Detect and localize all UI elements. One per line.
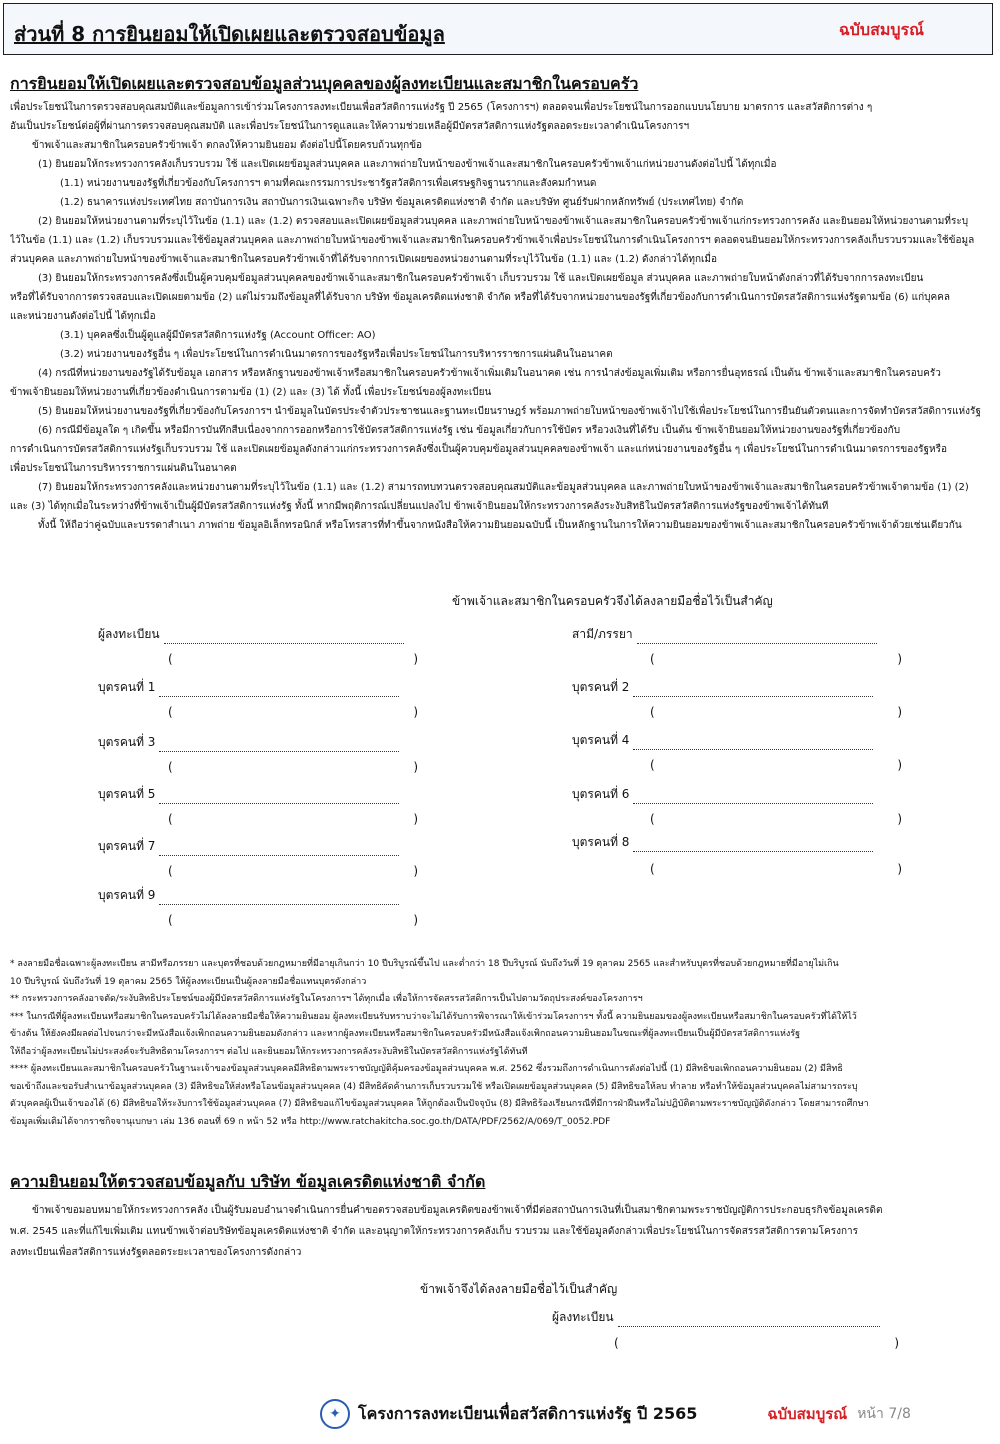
consent-line: และหน่วยงานดังต่อไปนี้ ได้ทุกเมื่อ	[10, 311, 156, 322]
signature-label: บุตรคนที่ 5	[98, 787, 156, 801]
consent-line: เพื่อประโยชน์ในการตรวจสอบคุณสมบัติและข้อมูลการเข้าร่วมโครงการลงทะเบียนเพื่อสวัสดิการแห่งรัฐ ปี 2565 (โครงการฯ) ตลอดจนเพื่อประโยชน์ในการออกแบบนโยบาย มาตรการ และสวัสดิการต่าง ๆ	[10, 102, 873, 113]
page-footer	[320, 1396, 990, 1432]
consent-line: ข้าพเจ้าและสมาชิกในครอบครัวข้าพเจ้า ตกลงให้ความยินยอม ดังต่อไปนี้โดยครบถ้วนทุกข้อ	[32, 140, 423, 151]
consent-line: และ (3) ได้ทุกเมื่อในระหว่างที่ข้าพเจ้าเป็นผู้มีบัตรสวัสดิการแห่งรัฐ ทั้งนี้ หากมีพฤติการณ์เปลี่ยนแปลงไป ข้าพเจ้ายินยอมให้กระทรวงการคลังระงับสิทธิในบัตรสวัสดิการแห่งรัฐของข้าพเจ้าได้ทันที	[10, 501, 829, 512]
consent-line: (1.1) หน่วยงานของรัฐที่เกี่ยวข้องกับโครงการฯ ตามที่คณะกรรมการประชารัฐสวัสดิการเพื่อเศรษฐกิจฐานรากและสังคมกำหนด	[60, 178, 597, 189]
government-seal-icon: ✦	[320, 1399, 350, 1429]
page-number: หน้า 7/8	[857, 1406, 911, 1422]
credit-sign-heading: ข้าพเจ้าจึงได้ลงลายมือชื่อไว้เป็นสำคัญ	[420, 1282, 618, 1296]
consent-line: (2) ยินยอมให้หน่วยงานตามที่ระบุไว้ในข้อ (1.1) และ (1.2) ตรวจสอบและเปิดเผยข้อมูลส่วนบุคคล และภาพถ่ายใบหน้าของข้าพเจ้าและสมาชิกในครอบครัวข้าพเจ้าแก่กระทรวงการคลัง และยินยอมให้หน่วยงานตามที่ระบุ	[38, 216, 969, 227]
section-header	[3, 3, 993, 55]
signature-label: บุตรคนที่ 2	[572, 680, 630, 694]
name-parentheses[interactable]: ( )	[168, 705, 418, 719]
signature-line-registrant[interactable]	[98, 625, 404, 644]
signature-line-child-9[interactable]	[98, 886, 399, 905]
consent-line: (1) ยินยอมให้กระทรวงการคลังเก็บรวบรวม ใช้ และเปิดเผยข้อมูลส่วนบุคคล และภาพถ่ายใบหน้าของข้าพเจ้าและสมาชิกในครอบครัวข้าพเจ้าแก่หน่วยงานดังต่อไปนี้ ได้ทุกเมื่อ	[38, 159, 777, 170]
consent-line: หรือที่ได้รับจากการตรวจสอบและเปิดเผยตามข้อ (2) แต่ไม่รวมถึงข้อมูลที่ได้รับจาก บริษัท ข้อมูลเครดิตแห่งชาติ จำกัด หรือที่ได้รับจากหน่วยงานของรัฐที่เกี่ยวข้องกับการดำเนินการบัตรสวัสดิการแห่งรัฐตามข้อ (6) แก่บุคคล	[10, 292, 950, 303]
signature-label: สามี/ภรรยา	[572, 627, 633, 641]
consent-line: (1.2) ธนาคารแห่งประเทศไทย สถาบันการเงิน สถาบันการเงินเฉพาะกิจ บริษัท ข้อมูลเครดิตแห่งชาติ จำกัด และบริษัท ศูนย์รับฝากหลักทรัพย์ (ประเทศไทย) จำกัด	[60, 197, 744, 208]
footnote-line: ข้อมูลเพิ่มเติมได้จากราชกิจจานุเบกษา เล่ม 136 ตอนที่ 69 ก หน้า 52 หรือ http://www.ratchakitcha.soc.go.th/DATA/PDF/2562/A/069/T_0052.PDF	[10, 1116, 611, 1127]
name-parentheses[interactable]: ( )	[650, 812, 902, 826]
consent-line: (5) ยินยอมให้หน่วยงานของรัฐที่เกี่ยวข้องกับโครงการฯ นำข้อมูลในบัตรประจำตัวประชาชนและฐานทะเบียนราษฎร์ พร้อมภาพถ่ายใบหน้าของข้าพเจ้าไปใช้เพื่อประโยชน์ในการยืนยันตัวตนและการจัดทำบัตรสวัสดิการแห่งรัฐ	[38, 406, 981, 417]
footer-project-title: โครงการลงทะเบียนเพื่อสวัสดิการแห่งรัฐ ปี 2565	[358, 1403, 698, 1423]
credit-check-body	[10, 1200, 988, 1263]
signature-label: บุตรคนที่ 7	[98, 839, 156, 853]
credit-signature-line[interactable]	[552, 1308, 880, 1327]
consent-line: เพื่อประโยชน์ในการบริหารราชการแผ่นดินในอนาคต	[10, 463, 237, 474]
footnote-line: ขอเข้าถึงและขอรับสำเนาข้อมูลส่วนบุคคล (3) มีสิทธิขอให้ส่งหรือโอนข้อมูลส่วนบุคคล (4) มีสิทธิคัดค้านการเก็บรวบรวมใช้ หรือเปิดเผยข้อมูลส่วนบุคคล (5) มีสิทธิขอให้ลบ ทำลาย หรือทำให้ข้อมูลส่วนบุคคลไม่สามารถระบุ	[10, 1081, 858, 1092]
consent-line: ไว้ในข้อ (1.1) และ (1.2) เก็บรวบรวมและใช้ข้อมูลส่วนบุคคล และภาพถ่ายใบหน้าของข้าพเจ้าและสมาชิกในครอบครัวข้าพเจ้าเพื่อประโยชน์ในการดำเนินโครงการฯ ตลอดจนยินยอมให้กระทรวงการคลังเก็บรวบรวมและใช้ข้อมูล	[10, 235, 975, 246]
footnotes	[10, 956, 988, 1131]
signature-line-child-1[interactable]	[98, 678, 399, 697]
signature-label: บุตรคนที่ 9	[98, 888, 156, 902]
signature-line-child-5[interactable]	[98, 785, 399, 804]
signature-label: ผู้ลงทะเบียน	[552, 1310, 614, 1324]
footnote-line: 10 ปีบริบูรณ์ นับถึงวันที่ 19 ตุลาคม 2565 ให้ผู้ลงทะเบียนเป็นผู้ลงลายมือชื่อแทนบุตรดังกล่าว	[10, 976, 367, 987]
signature-line-child-6[interactable]	[572, 785, 873, 804]
footnote-line: **** ผู้ลงทะเบียนและสมาชิกในครอบครัวในฐานะเจ้าของข้อมูลส่วนบุคคลมีสิทธิตามพระราชบัญญัติคุ้มครองข้อมูลส่วนบุคคล พ.ศ. 2562 ซึ่งรวมถึงการดำเนินการดังต่อไปนี้ (1) มีสิทธิขอเพิกถอนความยินยอม (2) มีสิทธิ	[10, 1064, 843, 1074]
consent-line: (6) กรณีมีข้อมูลใด ๆ เกิดขึ้น หรือมีการบันทึกสืบเนื่องจากการออกหรือการใช้บัตรสวัสดิการแห่งรัฐ เช่น ข้อมูลเกี่ยวกับการใช้บัตร หรือวงเงินที่ได้รับ เป็นต้น ข้าพเจ้ายินยอมให้หน่วยงานของรัฐที่เกี่ยวข้องกับ	[38, 425, 901, 436]
name-parentheses[interactable]: ( )	[168, 652, 418, 666]
footnote-line: ตัวบุคคลผู้เป็นเจ้าของได้ (6) มีสิทธิขอให้ระงับการใช้ข้อมูลส่วนบุคคล (7) มีสิทธิขอแก้ไขข้อมูลส่วนบุคคล ให้ถูกต้องเป็นปัจจุบัน (8) มีสิทธิร้องเรียนกรณีที่มีการฝ่าฝืนหรือไม่ปฏิบัติตามพระราชบัญญัติดังกล่าว โดยสามารถศึกษา	[10, 1099, 869, 1109]
consent-line: (7) ยินยอมให้กระทรวงการคลังและหน่วยงานตามที่ระบุไว้ในข้อ (1.1) และ (1.2) สามารถทบทวนตรวจสอบคุณสมบัติและข้อมูลส่วนบุคคล และภาพถ่ายใบหน้าของข้าพเจ้าและสมาชิกในครอบครัวข้าพเจ้าตามข้อ (1) (2)	[38, 482, 969, 493]
footnote-line: * ลงลายมือชื่อเฉพาะผู้ลงทะเบียน สามีหรือภรรยา และบุตรที่ชอบด้วยกฎหมายที่มีอายุเกินกว่า 10 ปีบริบูรณ์ขึ้นไป และต่ำกว่า 18 ปีบริบูรณ์ นับถึงวันที่ 19 ตุลาคม 2565 และสำหรับบุตรที่ชอบด้วยกฎหมายที่มีอายุไม่เกิน	[10, 959, 839, 969]
signature-line-child-2[interactable]	[572, 678, 873, 697]
signature-line-child-4[interactable]	[572, 731, 873, 750]
consent-line: อันเป็นประโยชน์ต่อผู้ที่ผ่านการตรวจสอบคุณสมบัติ และเพื่อประโยชน์ในการดูแลและให้ความช่วยเหลือผู้มีบัตรสวัสดิการแห่งรัฐตลอดระยะเวลาดำเนินโครงการฯ	[10, 121, 690, 132]
name-parentheses[interactable]: ( )	[650, 758, 902, 772]
consent-body	[10, 98, 988, 535]
consent-line: (3.2) หน่วยงานของรัฐอื่น ๆ เพื่อประโยชน์ในการดำเนินมาตรการของรัฐหรือเพื่อประโยชน์ในการบริหารราชการแผ่นดินในอนาคต	[60, 349, 613, 360]
consent-line: ทั้งนี้ ให้ถือว่าคู่ฉบับและบรรดาสำเนา ภาพถ่าย ข้อมูลอิเล็กทรอนิกส์ หรือโทรสารที่ทำขึ้นจากหนังสือให้ความยินยอมฉบับนี้ เป็นหลักฐานในการให้ความยินยอมของข้าพเจ้าและสมาชิกในครอบครัวข้าพเจ้าด้วยเช่นเดียวกัน	[38, 520, 962, 531]
complete-version-badge: ฉบับสมบูรณ์	[838, 20, 924, 39]
credit-check-line: ข้าพเจ้าขอมอบหมายให้กระทรวงการคลัง เป็นผู้รับมอบอำนาจดำเนินการยื่นคำขอตรวจสอบข้อมูลเครดิตของข้าพเจ้าที่มีต่อสถาบันการเงินที่เป็นสมาชิกตามพระราชบัญญัติการประกอบธุรกิจข้อมูลเครดิต	[32, 1205, 883, 1216]
credit-check-line: พ.ศ. 2545 และที่แก้ไขเพิ่มเติม แทนข้าพเจ้าต่อบริษัทข้อมูลเครดิตแห่งชาติ จำกัด และอนุญาตให้กระทรวงการคลังเก็บ รวบรวม และใช้ข้อมูลดังกล่าวเพื่อประโยชน์ในการจัดสรรสวัสดิการตามโครงการ	[10, 1226, 859, 1237]
consent-heading: การยินยอมให้เปิดเผยและตรวจสอบข้อมูลส่วนบุคคลของผู้ลงทะเบียนและสมาชิกในครอบครัว	[10, 74, 639, 93]
name-parentheses[interactable]: ( )	[168, 760, 418, 774]
consent-line: (3) ยินยอมให้กระทรวงการคลังซึ่งเป็นผู้ควบคุมข้อมูลส่วนบุคคลของข้าพเจ้าและสมาชิกในครอบครัวข้าพเจ้า เก็บรวบรวม ใช้ และเปิดเผยข้อมูล ส่วนบุคคล และภาพถ่ายใบหน้าดังกล่าวที่ได้รับจากการลงทะเบียน	[38, 273, 924, 284]
signature-label: บุตรคนที่ 3	[98, 735, 156, 749]
name-parentheses[interactable]: ( )	[168, 864, 418, 878]
footnote-line: *** ในกรณีที่ผู้ลงทะเบียนหรือสมาชิกในครอบครัวไม่ได้ลงลายมือชื่อให้ความยินยอม ผู้ลงทะเบียนรับทราบว่าจะไม่ได้รับการพิจารณาให้เข้าร่วมโครงการฯ ทั้งนี้ ความยินยอมของผู้ลงทะเบียนหรือสมาชิกในครอบครัวที่ได้ให้ไว้	[10, 1011, 857, 1022]
signature-label: บุตรคนที่ 8	[572, 835, 630, 849]
signature-label: บุตรคนที่ 6	[572, 787, 630, 801]
signature-line-child-8[interactable]	[572, 833, 873, 852]
signature-line-spouse[interactable]	[572, 625, 877, 644]
section-title: ส่วนที่ 8 การยินยอมให้เปิดเผยและตรวจสอบข้อมูล	[14, 22, 445, 46]
name-parentheses[interactable]: ( )	[650, 705, 902, 719]
consent-line: ข้าพเจ้ายินยอมให้หน่วยงานที่เกี่ยวข้องดำเนินการตามข้อ (1) (2) และ (3) ได้ ทั้งนี้ เพื่อประโยชน์ของผู้ลงทะเบียน	[10, 387, 492, 398]
signatures-heading: ข้าพเจ้าและสมาชิกในครอบครัวจึงได้ลงลายมือชื่อไว้เป็นสำคัญ	[452, 594, 773, 608]
credit-check-heading: ความยินยอมให้ตรวจสอบข้อมูลกับ บริษัท ข้อมูลเครดิตแห่งชาติ จำกัด	[10, 1172, 486, 1191]
credit-check-line: ลงทะเบียนเพื่อสวัสดิการแห่งรัฐตลอดระยะเวลาของโครงการดังกล่าว	[10, 1247, 302, 1258]
consent-line: (3.1) บุคคลซึ่งเป็นผู้ดูแลผู้มีบัตรสวัสดิการแห่งรัฐ (Account Officer: AO)	[60, 330, 376, 341]
name-parentheses[interactable]: ( )	[650, 862, 902, 876]
name-parentheses[interactable]: ( )	[650, 652, 902, 666]
consent-line: การดำเนินการบัตรสวัสดิการแห่งรัฐเก็บรวบรวม ใช้ และเปิดเผยข้อมูลดังกล่าวแก่กระทรวงการคลังซึ่งเป็นผู้ควบคุมข้อมูลส่วนบุคคลของข้าพเจ้า และแก่หน่วยงานของรัฐอื่น ๆ เพื่อประโยชน์ในการดำเนินมาตรการของรัฐหรือ	[10, 444, 947, 455]
footnote-line: ข้างต้น ให้ยังคงมีผลต่อไปจนกว่าจะมีหนังสือแจ้งเพิกถอนความยินยอมดังกล่าว และหากผู้ลงทะเบียนหรือสมาชิกในครอบครัวมีหนังสือแจ้งเพิกถอนความยินยอมในขณะที่ผู้ลงทะเบียนเป็นผู้มีบัตรสวัสดิการแห่งรัฐ	[10, 1029, 801, 1039]
signature-label: บุตรคนที่ 1	[98, 680, 156, 694]
signature-label: ผู้ลงทะเบียน	[98, 627, 160, 641]
footer-complete-badge: ฉบับสมบูรณ์	[767, 1405, 848, 1423]
consent-line: ส่วนบุคคล และภาพถ่ายใบหน้าของข้าพเจ้าและสมาชิกในครอบครัวข้าพเจ้าที่ได้รับจากการเปิดเผยของหน่วยงานตามที่ระบุไว้ในข้อ (1.1) และ (1.2) ดังกล่าวได้ทุกเมื่อ	[10, 254, 718, 265]
name-parentheses[interactable]: ( )	[168, 913, 418, 927]
footnote-line: ** กระทรวงการคลังอาจตัด/ระงับสิทธิประโยชน์ของผู้มีบัตรสวัสดิการแห่งรัฐในโครงการฯ ได้ทุกเมื่อ เพื่อให้การจัดสรรสวัสดิการเป็นไปตามวัตถุประสงค์ของโครงการฯ	[10, 994, 643, 1004]
signature-line-child-7[interactable]	[98, 837, 399, 856]
name-parentheses[interactable]: ( )	[168, 812, 418, 826]
signature-label: บุตรคนที่ 4	[572, 733, 630, 747]
consent-line: (4) กรณีที่หน่วยงานของรัฐได้รับข้อมูล เอกสาร หรือหลักฐานของข้าพเจ้าหรือสมาชิกในครอบครัวข้าพเจ้าเพิ่มเติมในอนาคต เช่น การนำส่งข้อมูลเพิ่มเติม หรือการยื่นอุทธรณ์ เป็นต้น ข้าพเจ้าและสมาชิกในครอบครัว	[38, 368, 941, 379]
signature-line-child-3[interactable]	[98, 733, 399, 752]
footnote-line: ให้ถือว่าผู้ลงทะเบียนไม่ประสงค์จะรับสิทธิตามโครงการฯ ต่อไป และยินยอมให้กระทรวงการคลังระงับสิทธิในบัตรสวัสดิการแห่งรัฐได้ทันที	[10, 1046, 528, 1057]
name-parentheses[interactable]: ( )	[614, 1336, 899, 1350]
